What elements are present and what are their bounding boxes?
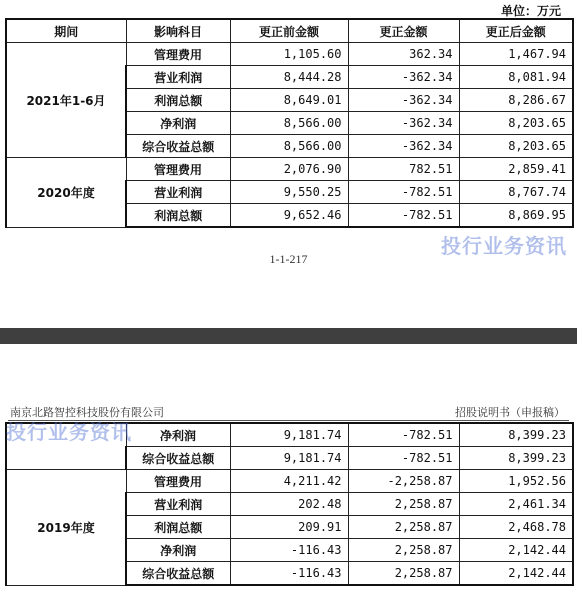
after-amount-cell: 8,869.95 (459, 204, 573, 228)
item-cell: 营业利润 (126, 66, 230, 89)
change-amount-cell: -2,258.87 (348, 470, 459, 493)
after-amount-cell: 8,767.74 (459, 181, 573, 204)
before-amount-cell: 209.91 (230, 516, 348, 539)
change-amount-cell: 782.51 (348, 158, 459, 181)
item-cell: 营业利润 (126, 493, 230, 516)
period-cell: 2020年度 (6, 158, 126, 228)
before-amount-cell: -116.43 (230, 539, 348, 562)
item-cell: 利润总额 (126, 204, 230, 228)
before-amount-cell: 2,076.90 (230, 158, 348, 181)
change-amount-cell: -782.51 (348, 181, 459, 204)
after-amount-cell: 2,142.44 (459, 562, 573, 586)
after-amount-cell: 8,081.94 (459, 66, 573, 89)
change-amount-cell: -362.34 (348, 89, 459, 112)
period-cell: 2019年度 (6, 470, 126, 586)
page-separator (0, 328, 577, 344)
change-amount-cell: 2,258.87 (348, 516, 459, 539)
before-amount-cell: 8,444.28 (230, 66, 348, 89)
item-cell: 综合收益总额 (126, 135, 230, 158)
header-before: 更正前金额 (230, 19, 348, 43)
change-amount-cell: 362.34 (348, 43, 459, 66)
after-amount-cell: 2,468.78 (459, 516, 573, 539)
before-amount-cell: -116.43 (230, 562, 348, 586)
after-amount-cell: 8,286.67 (459, 89, 573, 112)
item-cell: 管理费用 (126, 470, 230, 493)
item-cell: 净利润 (126, 112, 230, 135)
period-cell: 2021年1-6月 (6, 43, 126, 158)
unit-label: 单位：万元 (500, 4, 561, 18)
item-cell: 综合收益总额 (126, 562, 230, 586)
change-amount-cell: 2,258.87 (348, 539, 459, 562)
item-cell: 利润总额 (126, 89, 230, 112)
after-amount-cell: 8,399.23 (459, 447, 573, 470)
before-amount-cell: 1,105.60 (230, 43, 348, 66)
correction-table-1 (5, 18, 574, 228)
change-amount-cell: -362.34 (348, 112, 459, 135)
after-amount-cell: 1,467.94 (459, 43, 573, 66)
after-amount-cell: 2,859.41 (459, 158, 573, 181)
before-amount-cell: 8,649.01 (230, 89, 348, 112)
after-amount-cell: 2,142.44 (459, 539, 573, 562)
before-amount-cell: 202.48 (230, 493, 348, 516)
before-amount-cell: 9,550.25 (230, 181, 348, 204)
change-amount-cell: -362.34 (348, 66, 459, 89)
before-amount-cell: 8,566.00 (230, 112, 348, 135)
item-cell: 净利润 (126, 423, 230, 447)
item-cell: 管理费用 (126, 158, 230, 181)
company-name-header: 南京北路智控科技股份有限公司 (10, 407, 164, 419)
table-header-row (6, 19, 573, 43)
change-amount-cell: -362.34 (348, 135, 459, 158)
document-type-header: 招股说明书（申报稿） (455, 407, 565, 419)
change-amount-cell: -782.51 (348, 423, 459, 447)
document-page-2 (0, 344, 577, 612)
header-period: 期间 (6, 19, 126, 43)
change-amount-cell: -782.51 (348, 204, 459, 228)
item-cell: 利润总额 (126, 516, 230, 539)
before-amount-cell: 9,652.46 (230, 204, 348, 228)
item-cell: 综合收益总额 (126, 447, 230, 470)
change-amount-cell: 2,258.87 (348, 562, 459, 586)
after-amount-cell: 8,203.65 (459, 112, 573, 135)
after-amount-cell: 1,952.56 (459, 470, 573, 493)
after-amount-cell: 8,399.23 (459, 423, 573, 447)
page-number: 1-1-217 (269, 252, 308, 266)
change-amount-cell: -782.51 (348, 447, 459, 470)
after-amount-cell: 8,203.65 (459, 135, 573, 158)
item-cell: 净利润 (126, 539, 230, 562)
before-amount-cell: 8,566.00 (230, 135, 348, 158)
header-change: 更正金额 (348, 19, 459, 43)
watermark-text: 投行业务资讯 (441, 234, 567, 258)
correction-table-2 (5, 422, 574, 586)
table-row (6, 470, 573, 493)
table-row (6, 43, 573, 66)
before-amount-cell: 4,211.42 (230, 470, 348, 493)
change-amount-cell: 2,258.87 (348, 493, 459, 516)
header-after: 更正后金额 (459, 19, 573, 43)
before-amount-cell: 9,181.74 (230, 423, 348, 447)
watermark-text: 投行业务资讯 (6, 420, 132, 444)
after-amount-cell: 2,461.34 (459, 493, 573, 516)
table-row (6, 158, 573, 181)
header-item: 影响科目 (126, 19, 230, 43)
item-cell: 管理费用 (126, 43, 230, 66)
before-amount-cell: 9,181.74 (230, 447, 348, 470)
item-cell: 营业利润 (126, 181, 230, 204)
